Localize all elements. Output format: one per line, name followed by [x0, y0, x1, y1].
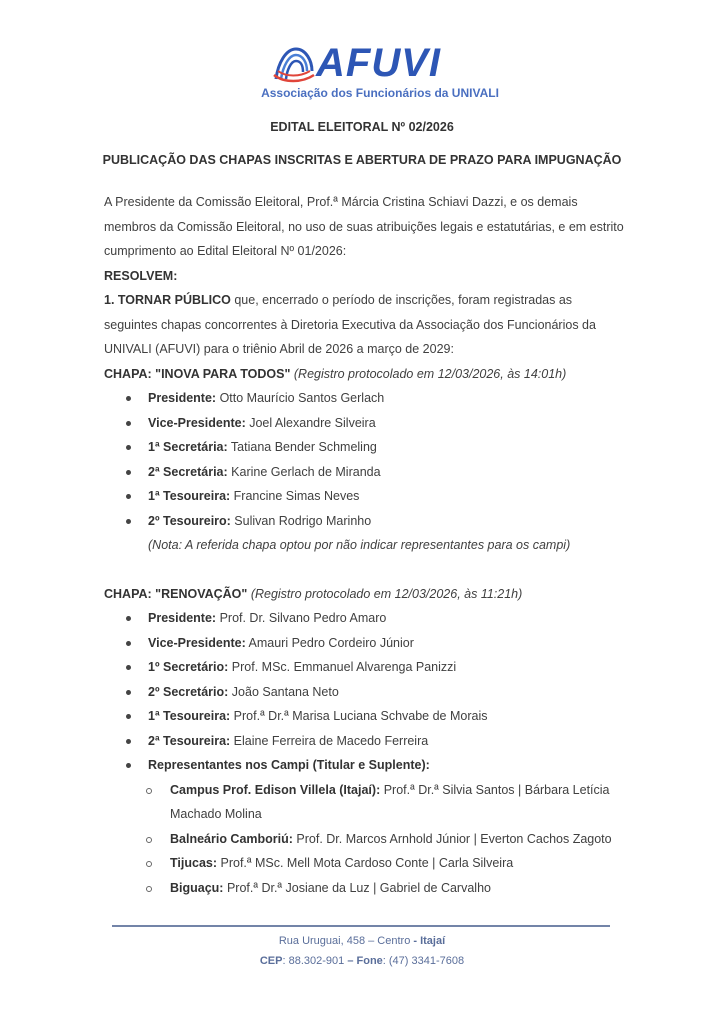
list-item — [126, 606, 624, 631]
separator: – — [344, 955, 357, 967]
footer-address — [0, 935, 724, 947]
intro-paragraph: A Presidente da Comissão Eleitoral, Prof.ª Márcia Cristina Schiavi Dazzi, e os demais membros da Comissão Eleitoral, no uso de suas atribuições legais e estatutárias, e em estrito cumprimento ao Edital Eleitoral Nº 01/2026: — [104, 195, 624, 258]
chapa-2-label: CHAPA: "RENOVAÇÃO" — [104, 586, 248, 601]
list-item — [126, 655, 624, 680]
bullet-icon — [126, 763, 131, 768]
campus-representatives: Prof. Dr. Marcos Arnhold Júnior | Everton Cachos Zagoto — [292, 831, 612, 846]
bullet-icon — [126, 421, 131, 426]
resolvem-heading: RESOLVEM: — [104, 268, 178, 283]
list-item — [126, 460, 624, 485]
member-role: 2ª Secretária: — [148, 464, 228, 479]
campi-heading: Representantes nos Campi (Titular e Suplente): — [148, 758, 430, 772]
chapa-1-label: CHAPA: "INOVA PARA TODOS" — [104, 366, 291, 381]
member-role: Vice-Presidente: — [148, 415, 246, 430]
item-1-paragraph — [104, 288, 624, 362]
bullet-icon — [126, 616, 131, 621]
campus-name: Campus Prof. Edison Villela (Itajaí): — [170, 782, 381, 797]
member-role: Presidente: — [148, 611, 217, 625]
chapa-2-heading — [104, 582, 624, 607]
chapa-1-members — [104, 386, 624, 533]
afuvi-logo-mark-icon — [272, 45, 316, 83]
campus-representatives: Prof.ª Dr.ª Silvia Santos | Bárbara Letícia Machado Molina — [170, 782, 610, 821]
campus-name: Tijucas: — [170, 856, 218, 870]
campi-list — [104, 778, 624, 901]
bullet-icon — [126, 396, 131, 401]
circle-bullet-icon — [146, 788, 152, 794]
member-name: Tatiana Bender Schmeling — [227, 440, 377, 454]
chapa-1-registro: (Registro protocolado em 12/03/2026, às 14:01h) — [290, 366, 567, 381]
list-item — [126, 704, 624, 729]
bullet-icon — [126, 739, 131, 744]
footer-contact — [0, 955, 724, 967]
cep-value: : 88.302-901 — [282, 955, 345, 967]
list-item — [126, 411, 624, 436]
bullet-icon — [126, 494, 131, 499]
phone-label: Fone — [356, 955, 383, 967]
logo-wordmark: AFUVI — [316, 41, 441, 85]
member-role: 2º Secretário: — [148, 684, 229, 699]
circle-bullet-icon — [146, 837, 152, 843]
document-body — [104, 190, 624, 900]
list-item — [126, 680, 624, 705]
list-item — [126, 631, 624, 656]
document-subtitle: PUBLICAÇÃO DAS CHAPAS INSCRITAS E ABERTURA DE PRAZO PARA IMPUGNAÇÃO — [102, 153, 622, 167]
list-item — [126, 435, 624, 460]
member-name: Elaine Ferreira de Macedo Ferreira — [230, 733, 429, 748]
member-role: Presidente: — [148, 391, 217, 405]
chapa-2-members — [104, 606, 624, 778]
chapa-2-registro: (Registro protocolado em 12/03/2026, às 11:21h) — [247, 586, 523, 601]
item-1-label: 1. TORNAR PÚBLICO — [104, 293, 231, 307]
campus-representatives: Prof.ª Dr.ª Josiane da Luz | Gabriel de Carvalho — [223, 880, 491, 895]
footer-divider — [112, 925, 610, 927]
member-role: 1º Secretário: — [148, 660, 229, 674]
member-name: Prof. Dr. Silvano Pedro Amaro — [216, 611, 387, 625]
campus-item — [146, 827, 624, 852]
campus-representatives: Prof.ª MSc. Mell Mota Cardoso Conte | Carla Silveira — [217, 856, 514, 870]
list-item — [126, 386, 624, 411]
campus-item — [146, 851, 624, 876]
member-name: Sulivan Rodrigo Marinho — [230, 513, 372, 528]
bullet-icon — [126, 519, 131, 524]
bullet-icon — [126, 714, 131, 719]
member-role: 1ª Tesoureira: — [148, 709, 231, 723]
circle-bullet-icon — [146, 886, 152, 892]
list-item — [126, 484, 624, 509]
chapa-1-heading — [104, 362, 624, 387]
bullet-icon — [126, 445, 131, 450]
member-name: Otto Maurício Santos Gerlach — [216, 391, 385, 405]
campus-name: Balneário Camboriú: — [170, 831, 293, 846]
footer-city: - Itajaí — [410, 935, 446, 947]
afuvi-logo — [250, 40, 510, 105]
list-item — [126, 509, 624, 534]
circle-bullet-icon — [146, 861, 152, 867]
bullet-icon — [126, 641, 131, 646]
campus-item — [146, 876, 624, 901]
phone-value: : (47) 3341-7608 — [382, 955, 465, 967]
member-role: 2º Tesoureiro: — [148, 513, 231, 528]
cep-label: CEP — [259, 955, 283, 967]
bullet-icon — [126, 690, 131, 695]
footer-street: Rua Uruguai, 458 – Centro — [278, 935, 411, 947]
member-role: 2ª Tesoureira: — [148, 733, 231, 748]
campus-item — [146, 778, 624, 827]
chapa-1-note: (Nota: A referida chapa optou por não indicar representantes para os campi) — [148, 538, 571, 552]
bullet-icon — [126, 470, 131, 475]
member-name: Francine Simas Neves — [230, 489, 360, 503]
campus-name: Biguaçu: — [170, 880, 224, 895]
member-name: Prof. MSc. Emmanuel Alvarenga Panizzi — [228, 660, 457, 674]
list-item-campi — [126, 753, 624, 778]
bullet-icon — [126, 665, 131, 670]
list-item — [126, 729, 624, 754]
member-role: 1ª Secretária: — [148, 440, 228, 454]
member-role: Vice-Presidente: — [148, 635, 246, 650]
member-name: Prof.ª Dr.ª Marisa Luciana Schvabe de Morais — [230, 709, 488, 723]
member-name: Karine Gerlach de Miranda — [227, 464, 381, 479]
item-1-text: que, encerrado o período de inscrições, foram registradas as seguintes chapas concorrentes à Diretoria Executiva da Associação dos Funcionários da UNIVALI (AFUVI) para o triênio Abril de 2026 a março de 2029: — [104, 293, 596, 356]
logo-subtitle: Associação dos Funcionários da UNIVALI — [261, 86, 499, 100]
member-role: 1ª Tesoureira: — [148, 489, 231, 503]
document-title: EDITAL ELEITORAL Nº 02/2026 — [270, 120, 454, 134]
member-name: Joel Alexandre Silveira — [245, 415, 376, 430]
member-name: João Santana Neto — [228, 684, 339, 699]
member-name: Amauri Pedro Cordeiro Júnior — [245, 635, 414, 650]
